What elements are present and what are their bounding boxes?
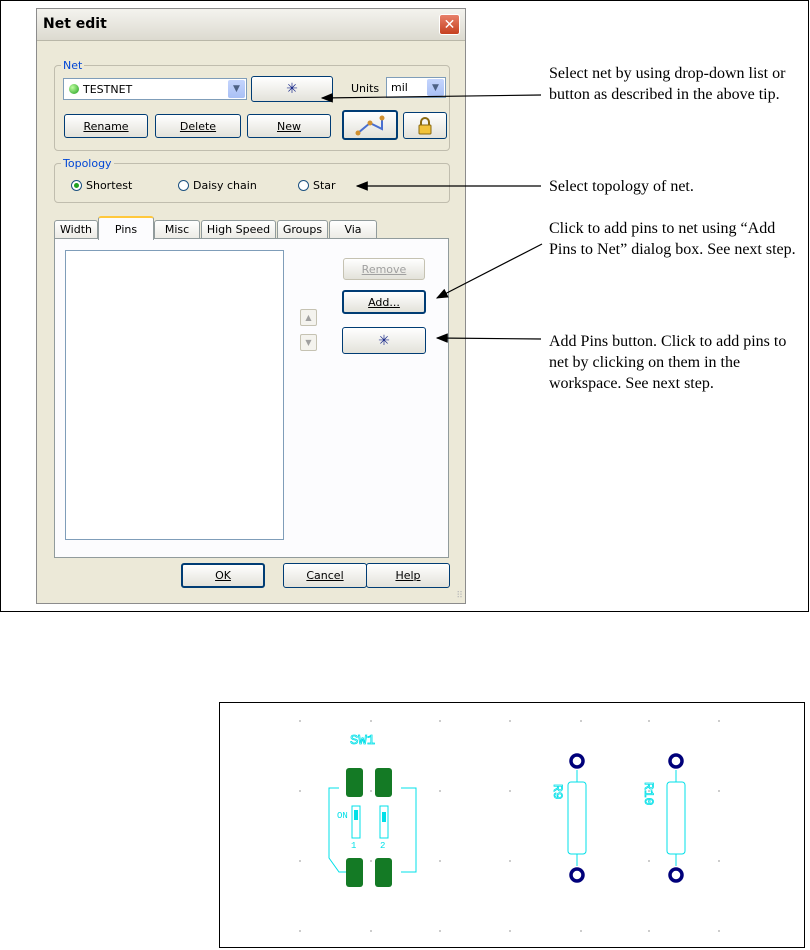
help-button-label: Help [395,569,421,582]
tab-label: Pins [114,222,138,236]
sw1-pad[interactable] [346,858,363,887]
sw1-pin2-label: 2 [380,841,386,851]
sw1-pad[interactable] [375,858,392,887]
rename-button-label: Rename [83,119,129,133]
close-icon: ✕ [443,16,456,33]
dialog-title: Net edit [43,16,107,32]
net-group-label: Net [63,59,83,72]
arrow-up-icon: ▲ [305,313,312,322]
arrow-select-net [322,95,541,98]
sw1-component[interactable] [329,733,416,887]
callout-select-net: Select net by using drop-down list or button as described in the above tip. [549,65,786,103]
arrow-add-pins [437,338,541,339]
tab-label: Via [344,223,362,236]
new-button-label: New [277,119,301,133]
sw1-pin1-label: 1 [351,841,357,851]
select-cursor-icon: ✳ [378,332,390,349]
topology-group-label: Topology [63,157,112,170]
tab-label: Width [60,223,92,236]
sw1-on-label: ON [337,811,348,821]
delete-button-label: Delete [179,119,217,133]
sw1-refdes: SW1 [350,733,376,749]
units-label: Units [351,82,380,95]
cancel-button-label: Cancel [306,569,344,582]
r9-component[interactable] [550,755,586,881]
r9-refdes: R9 [550,784,565,800]
select-cursor-icon: ✳ [286,81,298,97]
resize-grip-icon[interactable]: ⠿ [456,591,463,601]
remove-button-label: Remove [361,262,407,276]
callout-add-dialog: Click to add pins to net using “Add Pins to Net” dialog box. See next step. [549,220,796,258]
arrow-down-icon: ▼ [305,338,312,347]
callout-topology: Select topology of net. [549,178,694,195]
chevron-down-icon[interactable]: ▼ [228,80,245,98]
pcb-workspace[interactable] [219,702,805,948]
topology-option-label: Star [313,179,336,192]
r9-pin[interactable] [571,755,583,767]
net-combo-value: TESTNET [83,82,133,96]
sw1-pad[interactable] [346,768,363,797]
tab-label: High Speed [206,223,271,236]
r10-refdes: R10 [641,782,656,806]
add-button-label: Add... [368,295,400,309]
r10-pin[interactable] [670,755,682,767]
ok-button-label: OK [215,569,231,582]
arrow-add-dialog [437,244,542,298]
tab-label: Misc [164,223,190,236]
topology-option-label: Daisy chain [193,179,257,192]
tab-pins[interactable] [98,216,154,240]
r10-component[interactable] [641,755,685,881]
chevron-down-icon[interactable]: ▼ [427,79,444,96]
r9-pin[interactable] [571,869,583,881]
units-value: mil [391,81,408,94]
r10-pin[interactable] [670,869,682,881]
grid-dots [299,720,720,932]
topology-option-label: Shortest [86,179,133,192]
callout-add-pins-button: Add Pins button. Click to add pins to net by clicking on them in the workspace. See next step. [549,333,787,392]
sw1-pad[interactable] [375,768,392,797]
tab-label: Groups [282,223,323,236]
